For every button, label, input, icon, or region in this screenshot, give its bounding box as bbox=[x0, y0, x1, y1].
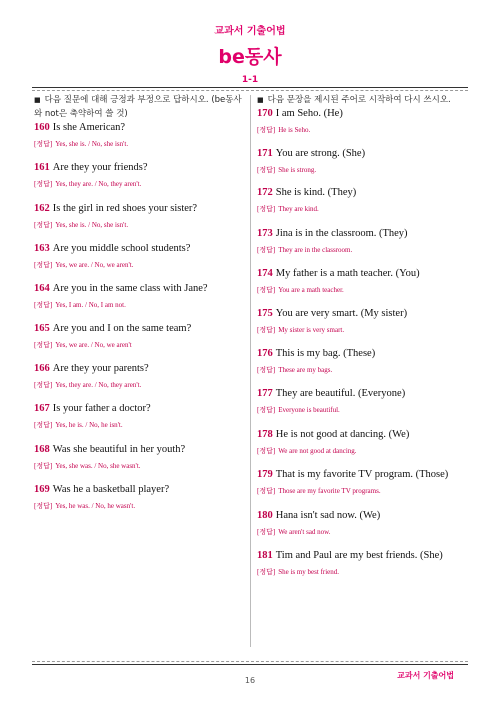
question-number: 166 bbox=[34, 363, 50, 374]
question-text: Are they your parents? bbox=[52, 363, 149, 374]
left-column bbox=[34, 93, 244, 510]
question-item bbox=[257, 267, 467, 295]
question-number: 174 bbox=[257, 268, 273, 279]
answer-text: Those are my favorite TV programs. bbox=[278, 487, 381, 495]
question-number: 178 bbox=[257, 429, 273, 440]
question-text: This is my bag. (These) bbox=[275, 348, 376, 359]
answer-text: Yes, she is. / No, she isn't. bbox=[55, 221, 129, 229]
question-item bbox=[34, 161, 244, 189]
question-number: 175 bbox=[257, 308, 273, 319]
answer-text: They are in the classroom. bbox=[278, 246, 353, 254]
question-text: I am Seho. (He) bbox=[275, 108, 343, 119]
section-number: 1-1 bbox=[241, 75, 259, 85]
question-text: Is she American? bbox=[52, 122, 126, 133]
question-item bbox=[34, 121, 244, 149]
right-column bbox=[257, 93, 467, 576]
question-number: 160 bbox=[34, 122, 50, 133]
answer-text: Yes, I am. / No, I am not. bbox=[55, 301, 126, 309]
question-item bbox=[257, 468, 467, 496]
answer-text: We are not good at dancing. bbox=[278, 447, 357, 455]
page-number: 16 bbox=[244, 676, 256, 685]
question-item bbox=[257, 549, 467, 577]
question-item bbox=[257, 387, 467, 415]
question-number: 165 bbox=[34, 323, 50, 334]
question-item bbox=[34, 402, 244, 430]
answer-tag: [정답] bbox=[257, 568, 276, 576]
question-text: Is the girl in red shoes your sister? bbox=[52, 203, 198, 214]
question-number: 163 bbox=[34, 243, 50, 254]
answer-text: Yes, she was. / No, she wasn't. bbox=[55, 462, 141, 470]
question-text: My father is a math teacher. (You) bbox=[275, 268, 420, 279]
right-instruction bbox=[257, 93, 467, 107]
question-text: She is kind. (They) bbox=[275, 187, 357, 198]
question-item bbox=[257, 107, 467, 135]
answer-tag: [정답] bbox=[257, 205, 276, 213]
square-bullet-icon: ■ bbox=[34, 96, 41, 104]
answer-tag: [정답] bbox=[257, 528, 276, 536]
answer-text: Yes, he was. / No, he wasn't. bbox=[55, 502, 136, 510]
question-item bbox=[257, 186, 467, 214]
answer-text: Everyone is beautiful. bbox=[278, 406, 340, 414]
right-instruction-text: 다음 문장을 제시된 주어로 시작하여 다시 쓰시오. bbox=[267, 95, 451, 105]
question-number: 179 bbox=[257, 469, 273, 480]
answer-tag: [정답] bbox=[34, 421, 53, 429]
question-text: Are you in the same class with Jane? bbox=[52, 283, 208, 294]
header-subtitle: 교과서 기출어법 bbox=[214, 26, 286, 37]
question-text: You are very smart. (My sister) bbox=[275, 308, 408, 319]
question-item bbox=[257, 227, 467, 255]
answer-text: Yes, we are. / No, we aren't bbox=[55, 341, 132, 349]
question-item bbox=[257, 428, 467, 456]
column-divider bbox=[250, 95, 251, 647]
question-item bbox=[257, 147, 467, 175]
question-text: Tim and Paul are my best friends. (She) bbox=[275, 550, 443, 561]
answer-tag: [정답] bbox=[257, 406, 276, 414]
answer-text: She is strong. bbox=[278, 166, 317, 174]
answer-tag: [정답] bbox=[257, 447, 276, 455]
question-item bbox=[257, 307, 467, 335]
answer-tag: [정답] bbox=[34, 301, 53, 309]
answer-tag: [정답] bbox=[257, 487, 276, 495]
question-text: Are they your friends? bbox=[52, 162, 148, 173]
question-number: 176 bbox=[257, 348, 273, 359]
question-number: 167 bbox=[34, 403, 50, 414]
question-number: 162 bbox=[34, 203, 50, 214]
question-number: 172 bbox=[257, 187, 273, 198]
answer-tag: [정답] bbox=[257, 326, 276, 334]
page-title: be동사 bbox=[218, 46, 282, 68]
answer-tag: [정답] bbox=[257, 166, 276, 174]
answer-text: He is Seho. bbox=[278, 126, 311, 134]
answer-tag: [정답] bbox=[34, 341, 53, 349]
question-number: 168 bbox=[34, 444, 50, 455]
answer-tag: [정답] bbox=[34, 502, 53, 510]
top-dashed-rule bbox=[32, 90, 468, 91]
answer-text: Yes, she is. / No, she isn't. bbox=[55, 140, 129, 148]
answer-tag: [정답] bbox=[34, 381, 53, 389]
answer-text: You are a math teacher. bbox=[278, 286, 344, 294]
question-text: You are strong. (She) bbox=[275, 148, 366, 159]
question-number: 171 bbox=[257, 148, 273, 159]
left-instruction-text: 다음 질문에 대해 긍정과 부정으로 답하시오. (be동사와 not은 축약하여 쓸 것) bbox=[34, 95, 242, 119]
question-text: Was he a basketball player? bbox=[52, 484, 170, 495]
question-text: He is not good at dancing. (We) bbox=[275, 429, 410, 440]
answer-tag: [정답] bbox=[257, 286, 276, 294]
top-rule bbox=[32, 87, 468, 88]
left-instruction bbox=[34, 93, 244, 121]
answer-tag: [정답] bbox=[257, 366, 276, 374]
answer-text: Yes, they are. / No, they aren't. bbox=[55, 381, 142, 389]
question-item bbox=[34, 242, 244, 270]
question-text: Are you middle school students? bbox=[52, 243, 191, 254]
answer-text: She is my best friend. bbox=[278, 568, 340, 576]
answer-tag: [정답] bbox=[257, 246, 276, 254]
question-item bbox=[34, 282, 244, 310]
answer-tag: [정답] bbox=[34, 180, 53, 188]
answer-text: They are kind. bbox=[278, 205, 319, 213]
question-number: 181 bbox=[257, 550, 273, 561]
question-number: 173 bbox=[257, 228, 273, 239]
answer-tag: [정답] bbox=[34, 221, 53, 229]
question-text: That is my favorite TV program. (Those) bbox=[275, 469, 449, 480]
question-text: Are you and I on the same team? bbox=[52, 323, 192, 334]
question-text: Hana isn't sad now. (We) bbox=[275, 510, 381, 521]
question-item bbox=[257, 509, 467, 537]
footer-brand: 교과서 기출어법 bbox=[397, 671, 454, 680]
answer-text: These are my bags. bbox=[278, 366, 333, 374]
answer-text: My sister is very smart. bbox=[278, 326, 345, 334]
answer-tag: [정답] bbox=[34, 261, 53, 269]
question-text: They are beautiful. (Everyone) bbox=[275, 388, 406, 399]
question-item bbox=[34, 322, 244, 350]
question-number: 180 bbox=[257, 510, 273, 521]
question-item bbox=[34, 202, 244, 230]
question-text: Was she beautiful in her youth? bbox=[52, 444, 186, 455]
question-number: 161 bbox=[34, 162, 50, 173]
answer-tag: [정답] bbox=[34, 462, 53, 470]
question-item bbox=[34, 483, 244, 511]
question-item bbox=[257, 347, 467, 375]
question-number: 177 bbox=[257, 388, 273, 399]
answer-tag: [정답] bbox=[257, 126, 276, 134]
answer-text: Yes, we are. / No, we aren't. bbox=[55, 261, 134, 269]
question-item bbox=[34, 362, 244, 390]
answer-text: We aren't sad now. bbox=[278, 528, 331, 536]
square-bullet-icon: ■ bbox=[257, 96, 264, 104]
question-item bbox=[34, 443, 244, 471]
question-text: Is your father a doctor? bbox=[52, 403, 151, 414]
bottom-dashed-rule bbox=[32, 661, 468, 662]
question-number: 170 bbox=[257, 108, 273, 119]
question-number: 169 bbox=[34, 484, 50, 495]
answer-text: Yes, they are. / No, they aren't. bbox=[55, 180, 142, 188]
answer-text: Yes, he is. / No, he isn't. bbox=[55, 421, 123, 429]
question-text: Jina is in the classroom. (They) bbox=[275, 228, 408, 239]
bottom-rule bbox=[32, 664, 468, 665]
question-number: 164 bbox=[34, 283, 50, 294]
answer-tag: [정답] bbox=[34, 140, 53, 148]
